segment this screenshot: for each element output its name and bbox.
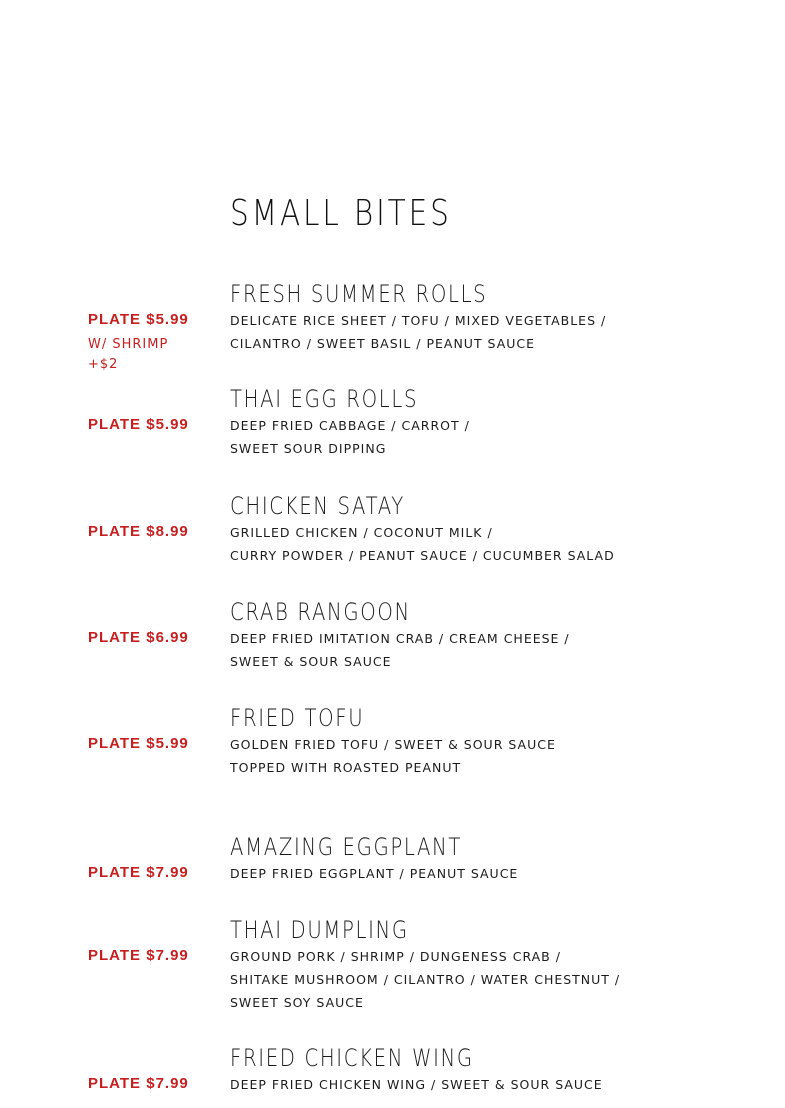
item-price: PLATE $5.99 <box>88 311 189 328</box>
section-title: SMALL BITES <box>230 193 452 234</box>
item-name: FRESH SUMMER ROLLS <box>230 280 488 308</box>
description-line: CURRY POWDER / PEANUT SAUCE / CUCUMBER SALAD <box>230 548 615 563</box>
item-description <box>230 862 700 885</box>
item-price: PLATE $7.99 <box>88 864 189 881</box>
description-line: DEEP FRIED IMITATION CRAB / CREAM CHEESE / <box>230 631 570 646</box>
item-name: CHICKEN SATAY <box>230 492 405 520</box>
add-on-price: +$2 <box>88 357 119 372</box>
item-price: PLATE $5.99 <box>88 416 189 433</box>
item-price: PLATE $5.99 <box>88 735 189 752</box>
item-price: PLATE $8.99 <box>88 523 189 540</box>
description-line: GRILLED CHICKEN / COCONUT MILK / <box>230 525 493 540</box>
item-price: PLATE $7.99 <box>88 947 189 964</box>
description-line: DEEP FRIED CHICKEN WING / SWEET & SOUR SAUCE <box>230 1077 603 1092</box>
description-line: GOLDEN FRIED TOFU / SWEET & SOUR SAUCE <box>230 737 556 752</box>
description-line: SWEET SOY SAUCE <box>230 995 364 1010</box>
item-description <box>230 945 700 1014</box>
item-name: THAI EGG ROLLS <box>230 385 419 413</box>
item-name: FRIED CHICKEN WING <box>230 1044 474 1072</box>
item-description <box>230 414 700 460</box>
description-line: SHITAKE MUSHROOM / CILANTRO / WATER CHESTNUT / <box>230 972 621 987</box>
item-description <box>230 1073 700 1096</box>
item-description <box>230 309 700 355</box>
item-name: THAI DUMPLING <box>230 916 409 944</box>
item-price: PLATE $7.99 <box>88 1075 189 1092</box>
item-description <box>230 521 700 567</box>
description-line: DEEP FRIED EGGPLANT / PEANUT SAUCE <box>230 866 519 881</box>
description-line: DELICATE RICE SHEET / TOFU / MIXED VEGETABLES / <box>230 313 607 328</box>
description-line: SWEET & SOUR SAUCE <box>230 654 392 669</box>
item-description <box>230 733 700 779</box>
item-name: AMAZING EGGPLANT <box>230 833 463 861</box>
add-on-label: W/ SHRIMP <box>88 337 169 352</box>
description-line: DEEP FRIED CABBAGE / CARROT / <box>230 418 470 433</box>
description-line: GROUND PORK / SHRIMP / DUNGENESS CRAB / <box>230 949 561 964</box>
description-line: CILANTRO / SWEET BASIL / PEANUT SAUCE <box>230 336 536 351</box>
item-add-on-shrimp <box>88 335 198 375</box>
item-name: CRAB RANGOON <box>230 598 411 626</box>
item-price: PLATE $6.99 <box>88 629 189 646</box>
item-description <box>230 627 700 673</box>
description-line: SWEET SOUR DIPPING <box>230 441 387 456</box>
item-name: FRIED TOFU <box>230 704 365 732</box>
description-line: TOPPED WITH ROASTED PEANUT <box>230 760 462 775</box>
